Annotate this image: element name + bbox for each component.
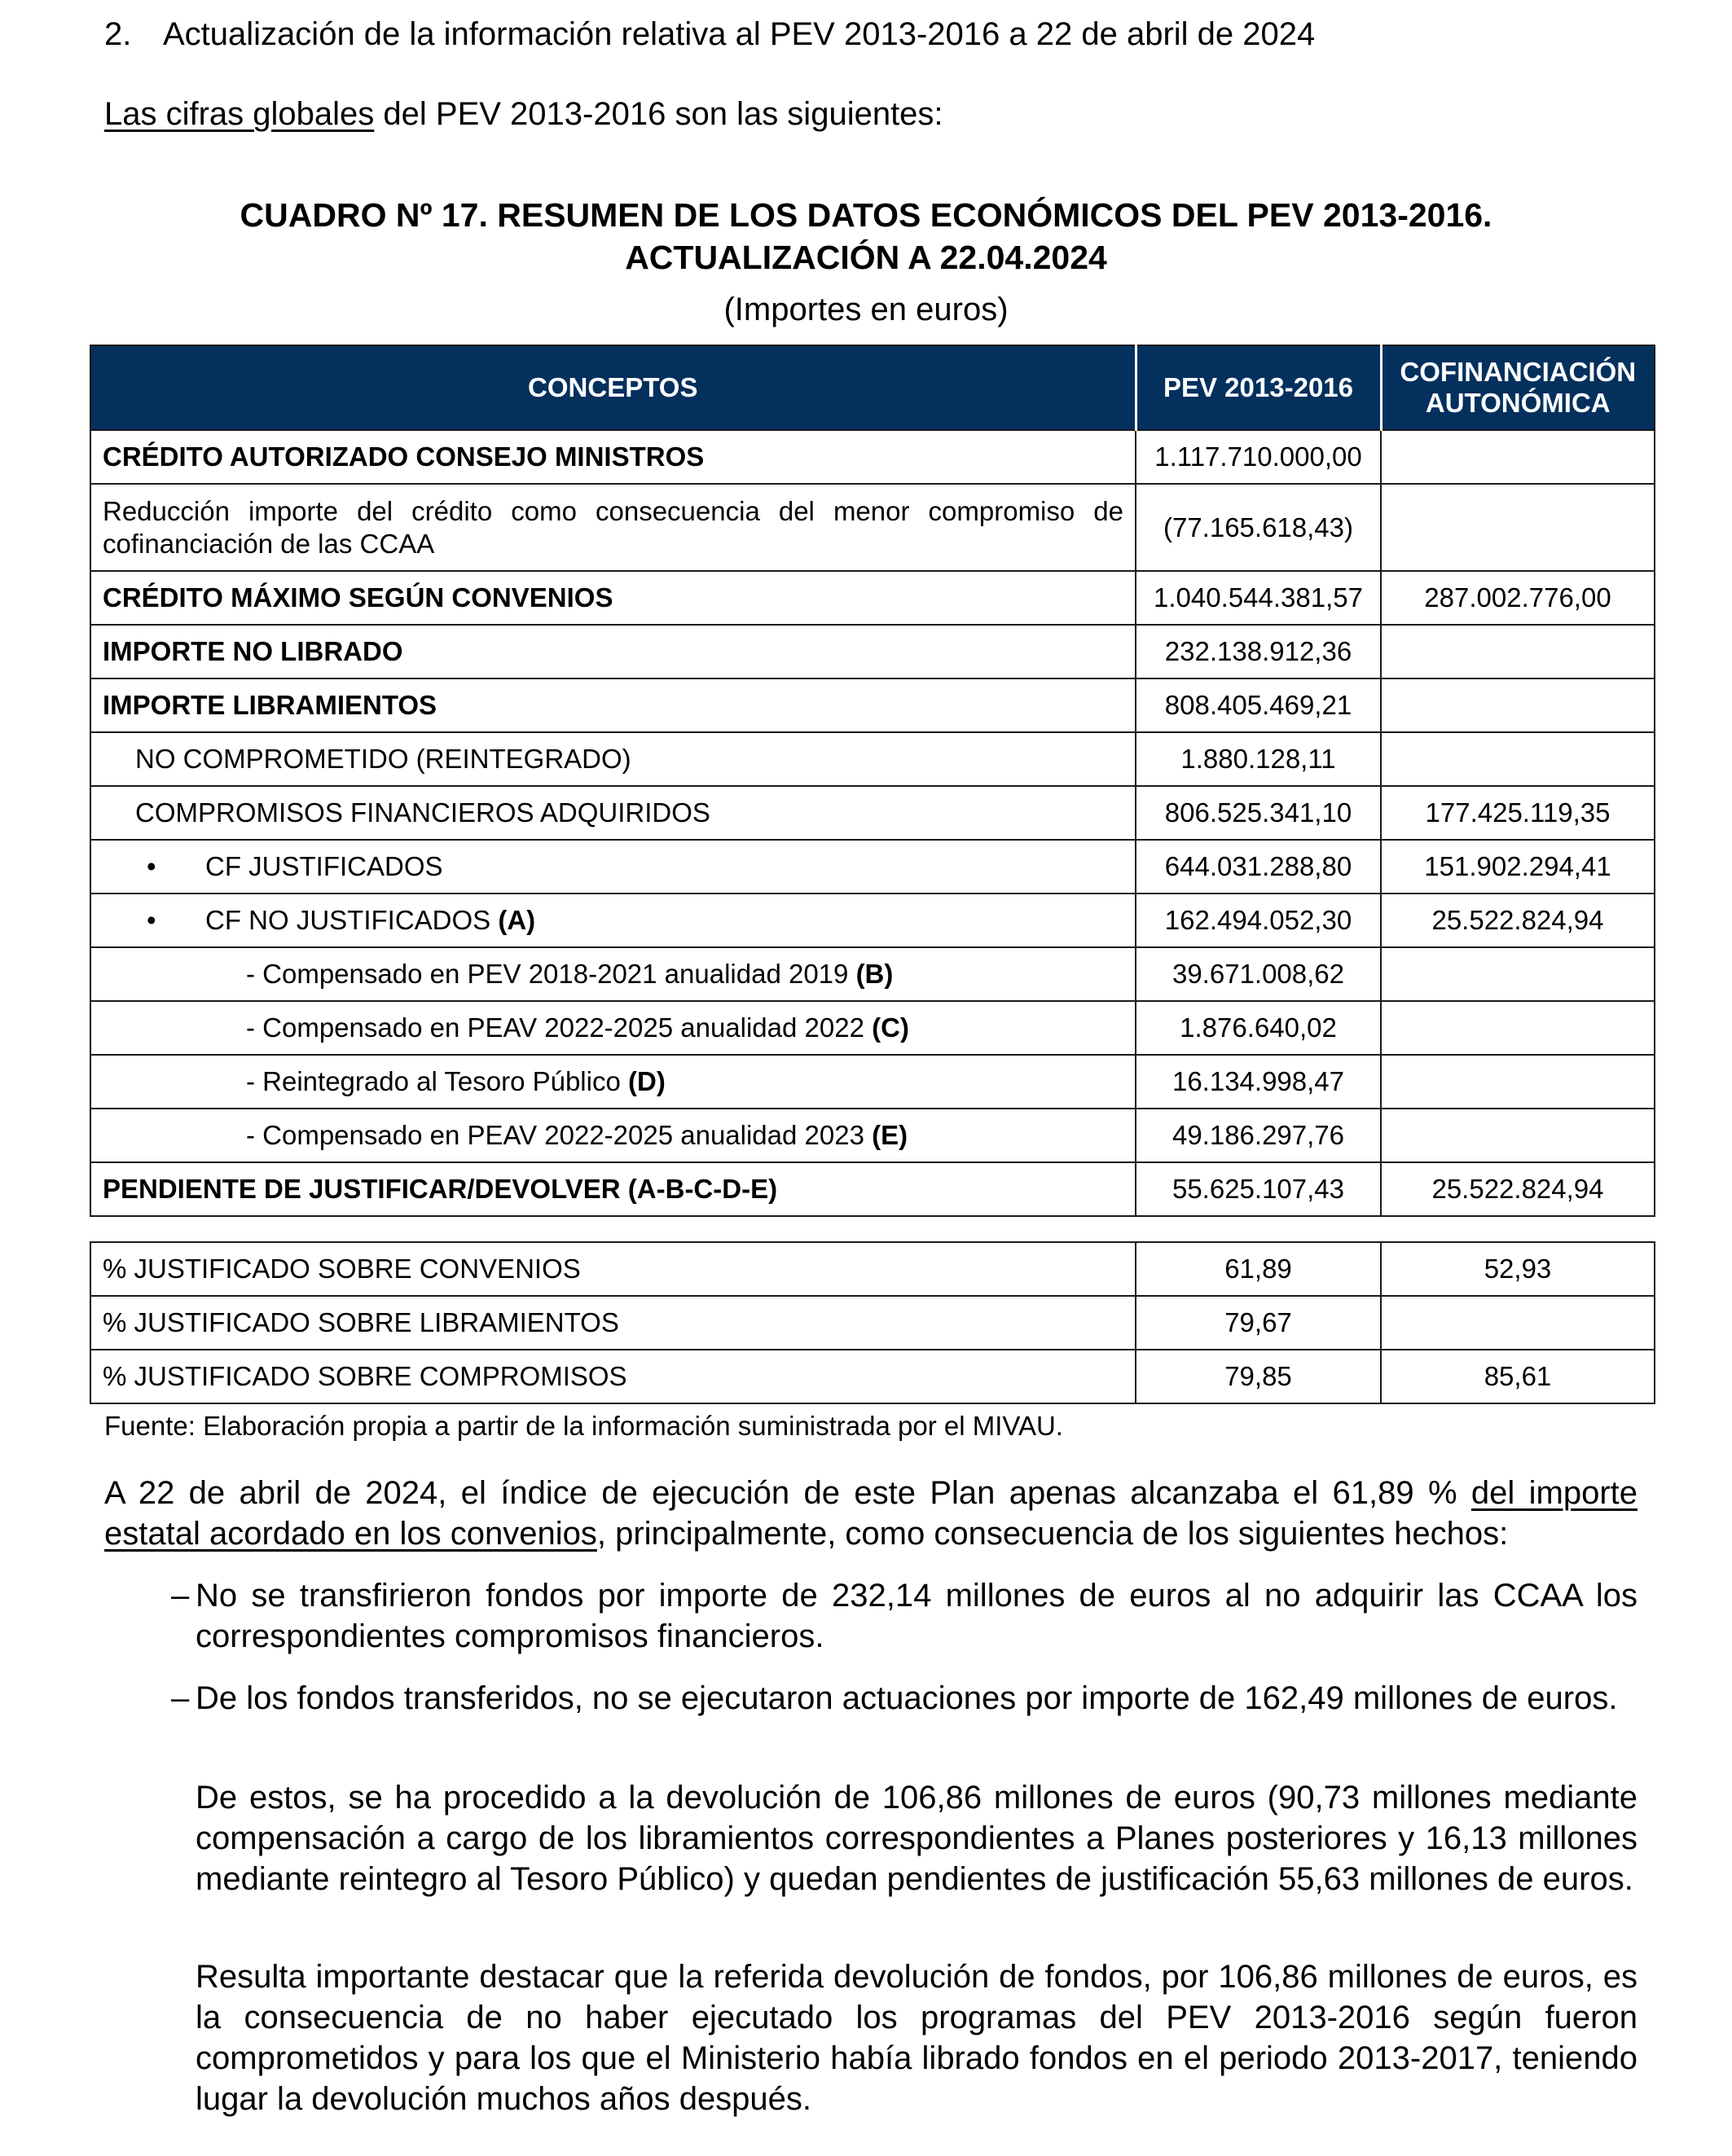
table-row	[90, 571, 1655, 625]
list-item	[104, 1575, 1637, 1657]
section-heading-text: Actualización de la información relativa al PEV 2013-2016 a 22 de abril de 2024	[163, 16, 1316, 52]
p1-start: A 22 de abril de 2024, el índice de ejecución de este Plan apenas alcanzaba el 61,89 %	[104, 1475, 1471, 1511]
row-pev: 61,89	[1136, 1242, 1381, 1296]
bullet-icon: •	[147, 905, 156, 935]
row-cofin	[1381, 430, 1655, 484]
row-pev: 644.031.288,80	[1136, 840, 1381, 894]
p1-underlined: del importe estatal acordado en los convenios	[104, 1475, 1638, 1552]
row-concept-cell	[90, 1109, 1136, 1162]
header-pev: PEV 2013-2016	[1136, 345, 1381, 430]
section-heading	[104, 16, 1315, 53]
table-row	[90, 1162, 1655, 1216]
table-header-row	[90, 345, 1655, 430]
table-row	[90, 947, 1655, 1001]
row-pev: 79,67	[1136, 1296, 1381, 1350]
row-cofin: 287.002.776,00	[1381, 571, 1655, 625]
row-concept: - Compensado en PEAV 2022-2025 anualidad 2022	[246, 1012, 873, 1043]
row-cofin	[1381, 1055, 1655, 1109]
row-cofin	[1381, 1109, 1655, 1162]
row-cofin: 177.425.119,35	[1381, 786, 1655, 840]
bullet-icon: •	[147, 851, 156, 881]
table-row	[90, 430, 1655, 484]
row-concept: CF JUSTIFICADOS	[205, 851, 443, 881]
table-title-line1: CUADRO Nº 17. RESUMEN DE LOS DATOS ECONÓMICOS DEL PEV 2013-2016.	[240, 196, 1492, 234]
intro-rest: del PEV 2013-2016 son las siguientes:	[374, 96, 943, 132]
row-concept: % JUSTIFICADO SOBRE CONVENIOS	[90, 1242, 1136, 1296]
sub-paragraph: De estos, se ha procedido a la devolución de 106,86 millones de euros (90,73 millones mediante compensación a cargo de los libramientos correspondientes a Planes posteriores y 16,13 millones mediante reintegro al Tesoro Público) y quedan pendientes de justificación 55,63 millones de euros.	[196, 1780, 1637, 1897]
table-title-line2: ACTUALIZACIÓN A 22.04.2024	[625, 239, 1107, 276]
list-item-text: No se transfirieron fondos por importe de 232,14 millones de euros al no adquirir las CCAA los correspondientes compromisos financieros.	[196, 1578, 1637, 1654]
row-pev: 79,85	[1136, 1350, 1381, 1403]
row-pev: 1.117.710.000,00	[1136, 430, 1381, 484]
sub-paragraph: Resulta importante destacar que la referida devolución de fondos, por 106,86 millones de euros, es la consecuencia de no haber ejecutado los programas del PEV 2013-2016 según fueron comprometidos y para los que el Ministerio había librado fondos en el periodo 2013-2017, teniendo lugar la devolución muchos años después.	[196, 1959, 1637, 2117]
row-concept-cell	[90, 840, 1136, 894]
row-pev: 808.405.469,21	[1136, 678, 1381, 732]
row-concept: CRÉDITO MÁXIMO SEGÚN CONVENIOS	[90, 571, 1136, 625]
header-cofinanciacion: COFINANCIACIÓN AUTONÓMICA	[1381, 345, 1655, 430]
table-row	[90, 678, 1655, 732]
table-row	[90, 840, 1655, 894]
row-cofin: 25.522.824,94	[1381, 894, 1655, 947]
table-row	[90, 1001, 1655, 1055]
row-cofin	[1381, 484, 1655, 571]
row-pev: 1.040.544.381,57	[1136, 571, 1381, 625]
row-concept: - Compensado en PEV 2018-2021 anualidad 2019	[246, 959, 856, 989]
percentage-table	[90, 1241, 1655, 1404]
table-source: Fuente: Elaboración propia a partir de la información suministrada por el MIVAU.	[104, 1411, 1063, 1441]
row-cofin	[1381, 1001, 1655, 1055]
table-row	[90, 1350, 1655, 1403]
summary-table	[90, 345, 1655, 1217]
row-concept: Reducción importe del crédito como consecuencia del menor compromiso de cofinanciación de las CCAA	[90, 484, 1136, 571]
p1-end: , principalmente, como consecuencia de los siguientes hechos:	[596, 1516, 1509, 1552]
row-cofin	[1381, 678, 1655, 732]
row-ref: (C)	[872, 1012, 909, 1043]
row-concept-cell	[90, 1055, 1136, 1109]
row-cofin: 52,93	[1381, 1242, 1655, 1296]
table-row	[90, 1109, 1655, 1162]
row-cofin	[1381, 1296, 1655, 1350]
row-concept-cell	[90, 947, 1136, 1001]
row-pev: 55.625.107,43	[1136, 1162, 1381, 1216]
row-cofin	[1381, 947, 1655, 1001]
row-concept-cell	[90, 894, 1136, 947]
row-pev: 232.138.912,36	[1136, 625, 1381, 678]
table-row	[90, 625, 1655, 678]
row-concept: - Compensado en PEAV 2022-2025 anualidad 2023	[246, 1120, 873, 1150]
row-ref: (E)	[872, 1120, 908, 1150]
section-number: 2.	[104, 16, 132, 52]
row-ref: (D)	[628, 1066, 666, 1096]
row-concept: CF NO JUSTIFICADOS	[205, 905, 499, 935]
table-units: (Importes en euros)	[723, 292, 1009, 327]
body-paragraph	[104, 1473, 1637, 1554]
row-concept: PENDIENTE DE JUSTIFICAR/DEVOLVER (A-B-C-D-E)	[90, 1162, 1136, 1216]
dash-bullet-icon: –	[171, 1680, 190, 1716]
dash-bullet-icon: –	[171, 1578, 190, 1614]
row-ref: (B)	[855, 959, 894, 989]
intro-text	[104, 96, 943, 133]
table-row	[90, 786, 1655, 840]
row-ref: (A)	[498, 905, 536, 935]
row-pev: 49.186.297,76	[1136, 1109, 1381, 1162]
table-title	[0, 194, 1732, 279]
row-concept: % JUSTIFICADO SOBRE COMPROMISOS	[90, 1350, 1136, 1403]
row-concept-cell	[90, 1001, 1136, 1055]
row-cofin	[1381, 732, 1655, 786]
row-concept: IMPORTE LIBRAMIENTOS	[90, 678, 1136, 732]
row-concept: - Reintegrado al Tesoro Público	[246, 1066, 628, 1096]
table-row	[90, 894, 1655, 947]
table-row	[90, 1055, 1655, 1109]
table-row	[90, 1296, 1655, 1350]
row-concept: IMPORTE NO LIBRADO	[90, 625, 1136, 678]
row-cofin	[1381, 625, 1655, 678]
row-pev: (77.165.618,43)	[1136, 484, 1381, 571]
row-pev: 1.880.128,11	[1136, 732, 1381, 786]
row-pev: 162.494.052,30	[1136, 894, 1381, 947]
table-row	[90, 732, 1655, 786]
row-cofin: 85,61	[1381, 1350, 1655, 1403]
row-cofin: 25.522.824,94	[1381, 1162, 1655, 1216]
row-pev: 16.134.998,47	[1136, 1055, 1381, 1109]
row-concept: COMPROMISOS FINANCIEROS ADQUIRIDOS	[90, 786, 1136, 840]
row-concept: NO COMPROMETIDO (REINTEGRADO)	[90, 732, 1136, 786]
intro-underlined: Las cifras globales	[104, 96, 375, 132]
table-row	[90, 484, 1655, 571]
table-row	[90, 1242, 1655, 1296]
row-pev: 39.671.008,62	[1136, 947, 1381, 1001]
list-item-text: De los fondos transferidos, no se ejecutaron actuaciones por importe de 162,49 millones de euros.	[196, 1680, 1618, 1716]
row-concept: % JUSTIFICADO SOBRE LIBRAMIENTOS	[90, 1296, 1136, 1350]
header-conceptos: CONCEPTOS	[90, 345, 1136, 430]
row-pev: 806.525.341,10	[1136, 786, 1381, 840]
row-cofin: 151.902.294,41	[1381, 840, 1655, 894]
row-pev: 1.876.640,02	[1136, 1001, 1381, 1055]
list-item	[104, 1678, 1637, 1719]
row-concept: CRÉDITO AUTORIZADO CONSEJO MINISTROS	[90, 430, 1136, 484]
